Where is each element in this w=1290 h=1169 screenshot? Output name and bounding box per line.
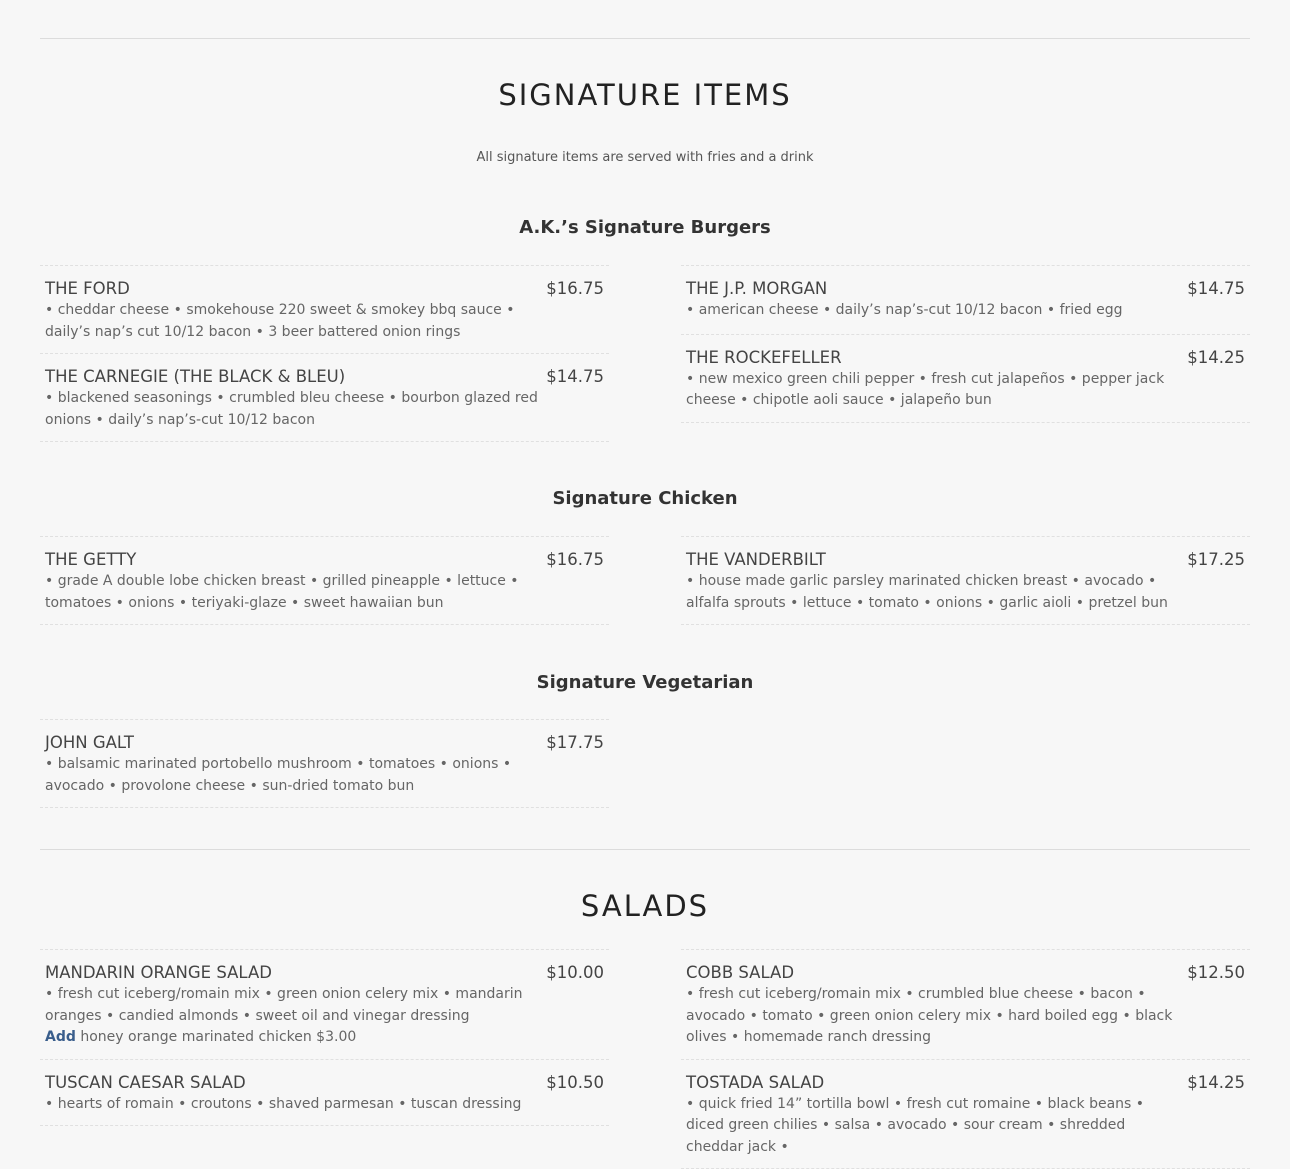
menu-item <box>40 949 609 1059</box>
item-description: • grade A double lobe chicken breast • grilled pineapple • lettuce • tomatoes • onions • teriyaki-glaze • sweet hawaiian bun <box>45 571 604 614</box>
menu-item <box>681 949 1250 1059</box>
item-price: $14.75 <box>1187 278 1245 300</box>
item-description: • fresh cut iceberg/romain mix • crumbled blue cheese • bacon • avocado • tomato • green onion celery mix • hard boiled egg • black olives • homemade ranch dressing <box>686 984 1245 1049</box>
item-description: • cheddar cheese • smokehouse 220 sweet & smokey bbq sauce • daily’s nap’s cut 10/12 bacon • 3 beer battered onion rings <box>45 300 604 343</box>
item-name: TUSCAN CAESAR SALAD <box>45 1072 604 1094</box>
item-name: THE GETTY <box>45 549 604 571</box>
item-name: THE VANDERBILT <box>686 549 1245 571</box>
burgers-left-column <box>40 265 609 442</box>
item-price: $14.25 <box>1187 1072 1245 1094</box>
item-name: MANDARIN ORANGE SALAD <box>45 962 604 984</box>
chicken-right-column <box>681 536 1250 625</box>
addon-label: Add <box>45 1029 76 1045</box>
item-addon <box>45 1027 604 1049</box>
chicken-left-column <box>40 536 609 625</box>
item-description: • balsamic marinated portobello mushroom • tomatoes • onions • avocado • provolone cheese • sun-dried tomato bun <box>45 754 604 797</box>
item-price: $17.25 <box>1187 549 1245 571</box>
item-description: • quick fried 14” tortilla bowl • fresh cut romaine • black beans • diced green chilies • salsa • avocado • sour cream • shredded cheddar jack • <box>686 1094 1245 1159</box>
section-title-salads: SALADS <box>40 889 1250 923</box>
menu-item <box>40 353 609 442</box>
item-price: $16.75 <box>546 278 604 300</box>
item-description: • hearts of romain • croutons • shaved parmesan • tuscan dressing <box>45 1094 604 1116</box>
menu-item <box>40 536 609 625</box>
item-price: $14.75 <box>546 366 604 388</box>
item-name: COBB SALAD <box>686 962 1245 984</box>
item-price: $10.00 <box>546 962 604 984</box>
item-name: JOHN GALT <box>45 732 604 754</box>
item-description: • new mexico green chili pepper • fresh cut jalapeños • pepper jack cheese • chipotle aoli sauce • jalapeño bun <box>686 369 1245 412</box>
menu-item <box>681 1059 1250 1169</box>
item-name: THE ROCKEFELLER <box>686 347 1245 369</box>
salads-left-column <box>40 949 609 1126</box>
item-price: $12.50 <box>1187 962 1245 984</box>
section-title-signature: SIGNATURE ITEMS <box>40 78 1250 112</box>
section-divider <box>40 38 1250 39</box>
menu-item <box>681 334 1250 423</box>
burgers-right-column <box>681 265 1250 423</box>
item-price: $14.25 <box>1187 347 1245 369</box>
menu-item <box>681 265 1250 334</box>
item-price: $17.75 <box>546 732 604 754</box>
menu-item <box>40 265 609 353</box>
addon-text: honey orange marinated chicken $3.00 <box>76 1029 356 1045</box>
menu-item <box>40 1059 609 1127</box>
item-description: • fresh cut iceberg/romain mix • green onion celery mix • mandarin oranges • candied almonds • sweet oil and vinegar dressing <box>45 984 604 1027</box>
section-divider <box>40 849 1250 850</box>
item-name: THE FORD <box>45 278 604 300</box>
item-price: $16.75 <box>546 549 604 571</box>
item-description: • blackened seasonings • crumbled bleu cheese • bourbon glazed red onions • daily’s nap’s-cut 10/12 bacon <box>45 388 604 431</box>
category-title-vegetarian: Signature Vegetarian <box>40 672 1250 693</box>
category-title-chicken: Signature Chicken <box>40 488 1250 509</box>
category-title-burgers: A.K.’s Signature Burgers <box>40 217 1250 238</box>
menu-item <box>681 536 1250 625</box>
item-name: TOSTADA SALAD <box>686 1072 1245 1094</box>
item-name: THE J.P. MORGAN <box>686 278 1245 300</box>
salads-right-column <box>681 949 1250 1169</box>
item-description: • american cheese • daily’s nap’s-cut 10/12 bacon • fried egg <box>686 300 1245 322</box>
item-description: • house made garlic parsley marinated chicken breast • avocado • alfalfa sprouts • lettuce • tomato • onions • garlic aioli • pretzel bun <box>686 571 1245 614</box>
menu-item <box>40 719 609 808</box>
item-name: THE CARNEGIE (THE BLACK & BLEU) <box>45 366 604 388</box>
item-price: $10.50 <box>546 1072 604 1094</box>
vegetarian-left-column <box>40 719 609 808</box>
signature-note: All signature items are served with fries and a drink <box>40 150 1250 165</box>
